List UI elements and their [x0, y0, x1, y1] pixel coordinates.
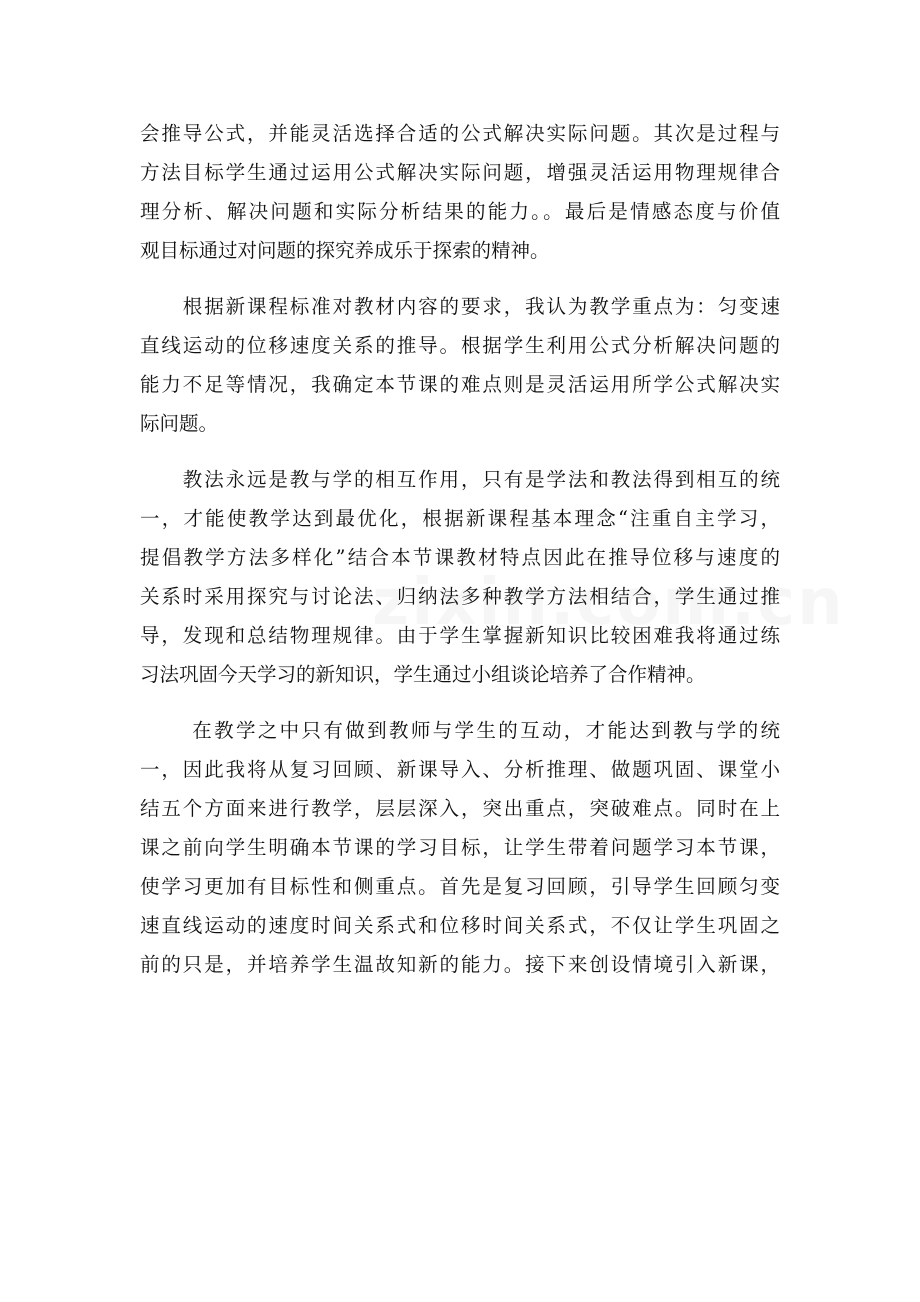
text-line: 速直线运动的速度时间关系式和位移时间关系式，不仅让学生巩固之 — [140, 914, 780, 937]
text-line: 根据新课程标准对教材内容的要求，我认为教学重点为：匀变速 — [140, 295, 780, 318]
text-line: 前的只是，并培养学生温故知新的能力。接下来创设情境引入新课， — [140, 953, 780, 976]
text-line: 理分析、解决问题和实际分析结果的能力。。最后是情感态度与价值 — [140, 200, 780, 223]
text-line: 观目标通过对问题的探究养成乐于探索的精神。 — [140, 239, 550, 262]
text-line: 结五个方面来进行教学，层层深入，突出重点，突破难点。同时在上 — [140, 797, 780, 820]
text-line: 际问题。 — [140, 412, 219, 435]
text-line: 能力不足等情况，我确定本节课的难点则是灵活运用所学公式解决实 — [140, 373, 780, 396]
text-line: 使学习更加有目标性和侧重点。首先是复习回顾，引导学生回顾匀变 — [140, 875, 780, 898]
text-line: 在教学之中只有做到教师与学生的互动，才能达到教与学的统 — [140, 719, 780, 742]
text-line: 会推导公式，并能灵活选择合适的公式解决实际问题。其次是过程与 — [140, 122, 780, 145]
paragraph-teaching-process — [140, 711, 780, 984]
text-line: 教法永远是教与学的相互作用，只有是学法和教法得到相互的统 — [140, 468, 780, 491]
paragraph-objectives — [140, 114, 780, 270]
text-line: 直线运动的位移速度关系的推导。根据学生利用公式分析解决问题的 — [140, 334, 780, 357]
text-line: 提倡教学方法多样化”结合本节课教材特点因此在推导位移与速度的 — [140, 546, 780, 569]
text-line: 课之前向学生明确本节课的学习目标，让学生带着问题学习本节课， — [140, 836, 780, 859]
document-body — [140, 114, 780, 984]
text-line: 一，因此我将从复习回顾、新课导入、分析推理、做题巩固、课堂小 — [140, 758, 780, 781]
text-line: 习法巩固今天学习的新知识，学生通过小组谈论培养了合作精神。 — [140, 663, 706, 686]
text-line: 一，才能使教学达到最优化，根据新课程基本理念“注重自主学习， — [140, 507, 780, 530]
text-line: 方法目标学生通过运用公式解决实际问题，增强灵活运用物理规律合 — [140, 161, 780, 184]
text-line: 关系时采用探究与讨论法、归纳法多种教学方法相结合，学生通过推 — [140, 585, 780, 608]
paragraph-key-points — [140, 287, 780, 443]
paragraph-teaching-methods — [140, 460, 780, 694]
text-line: 导，发现和总结物理规律。由于学生掌握新知识比较困难我将通过练 — [140, 624, 780, 647]
